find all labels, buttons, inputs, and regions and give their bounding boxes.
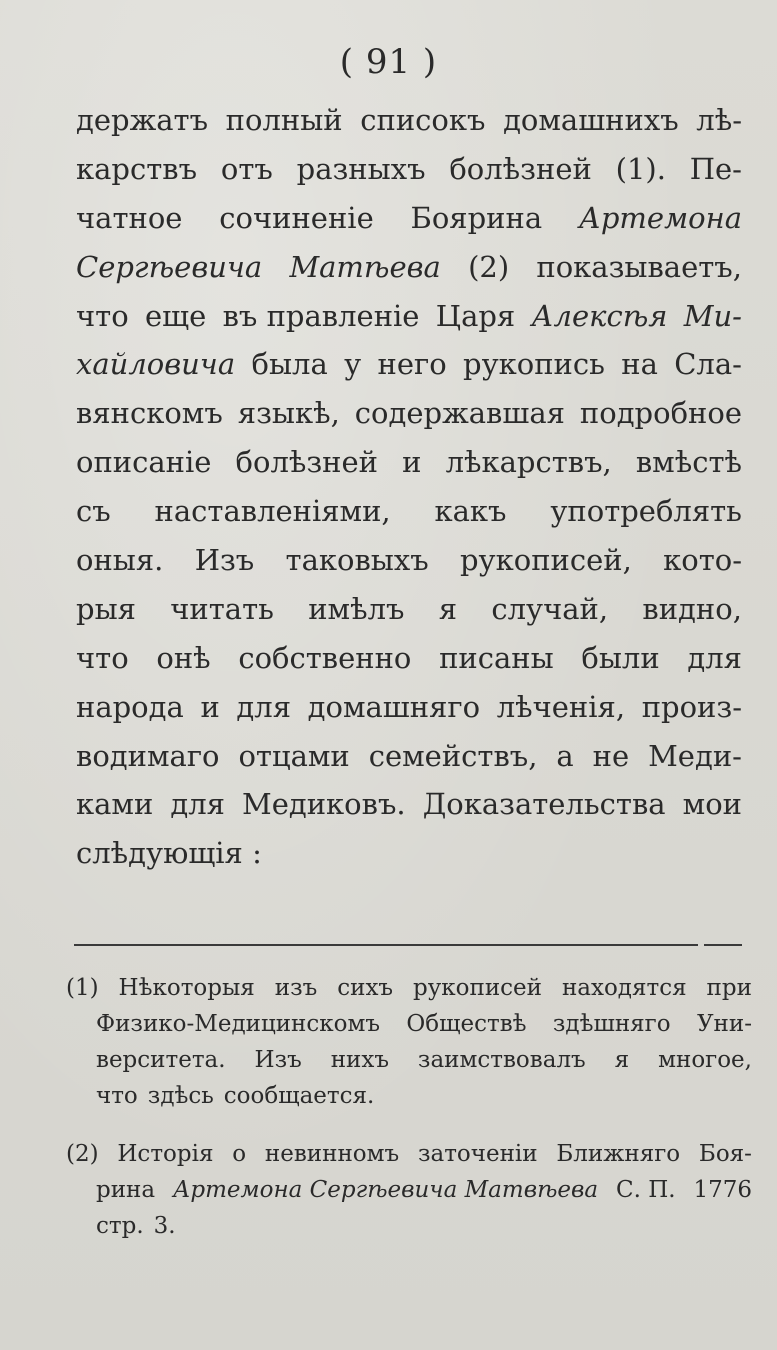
text-word: семействъ, — [368, 738, 538, 773]
text-word: слѣдующія : — [76, 836, 262, 871]
footnote-word: Физико-Медицинскомъ — [96, 1011, 381, 1037]
footnote-word: сообщается. — [223, 1083, 375, 1109]
text-line — [76, 243, 742, 292]
footnote-line — [66, 1042, 752, 1078]
text-word: кото- — [663, 543, 742, 578]
text-line — [76, 634, 742, 683]
text-word: болѣзней — [449, 151, 592, 186]
text-word: для — [687, 640, 742, 675]
text-word: Боярина — [410, 200, 543, 235]
footnote-word: Артемона Сергѣевича Матвѣева — [172, 1177, 599, 1203]
text-word: собственно — [238, 640, 412, 675]
text-word: Алексѣя — [531, 298, 668, 333]
text-word: полный — [225, 103, 343, 137]
text-word: ками — [76, 787, 154, 822]
footnotes — [66, 970, 752, 1244]
text-line — [76, 780, 742, 829]
footnote-word: многое, — [658, 1047, 752, 1073]
text-line — [76, 829, 742, 878]
footnote-word: заимствовалъ — [417, 1047, 586, 1073]
body-text — [76, 96, 742, 878]
text-word: въ правленіе — [222, 298, 420, 333]
text-word: что — [76, 640, 129, 675]
footnote-word: Боя- — [698, 1141, 752, 1167]
text-line — [76, 389, 742, 438]
footnote-1 — [66, 970, 752, 1114]
text-word: показываетъ, — [536, 249, 742, 284]
text-word: читать — [170, 591, 274, 626]
footnote-word: при — [706, 975, 752, 1001]
text-word: описаніе — [76, 445, 212, 480]
text-word: Царя — [435, 298, 516, 333]
text-word: болѣзней — [235, 445, 378, 480]
footnote-2 — [66, 1136, 752, 1244]
footnote-line — [66, 1136, 752, 1172]
page-number: ( 91 ) — [339, 42, 438, 82]
footnote-word: заточеніи — [417, 1141, 538, 1167]
text-line — [76, 96, 742, 145]
text-word: народа — [76, 689, 184, 724]
text-word: имѣлъ — [308, 591, 405, 626]
text-word: у — [344, 347, 362, 382]
text-line — [76, 683, 742, 732]
text-word: случай, — [491, 591, 609, 626]
text-word: таковыхъ — [285, 543, 429, 578]
footnote-line — [66, 1172, 752, 1208]
text-word: разныхъ — [296, 151, 426, 186]
text-word: для — [236, 689, 291, 724]
text-word: Медиковъ. — [242, 787, 406, 822]
text-word: и — [402, 445, 422, 480]
text-line — [76, 438, 742, 487]
footnote-word: Ближняго — [556, 1141, 681, 1167]
text-line — [76, 340, 742, 389]
footnote-line — [66, 970, 752, 1006]
footnote-separator-gap — [698, 940, 704, 948]
text-line — [76, 292, 742, 341]
footnote-word: находятся — [561, 975, 687, 1001]
text-word: языкѣ, — [237, 396, 340, 431]
text-word: мои — [682, 787, 742, 822]
text-word: произ- — [641, 689, 742, 724]
text-word: рукописей, — [459, 543, 632, 578]
footnote-word: Изъ — [254, 1047, 302, 1073]
footnote-word: С. П. — [615, 1177, 676, 1203]
text-line — [76, 732, 742, 781]
text-word: что — [76, 298, 129, 333]
footnote-line — [66, 1078, 752, 1114]
text-word: него — [377, 347, 447, 382]
text-word: сочиненіе — [219, 200, 374, 235]
text-line — [76, 536, 742, 585]
footnote-word: верситета. — [96, 1047, 226, 1073]
text-word: съ — [76, 494, 111, 529]
footnote-word: рукописей — [413, 975, 542, 1001]
text-word: подробное — [579, 396, 742, 431]
text-word: Ми- — [683, 298, 742, 333]
text-word: онѣ — [156, 640, 211, 675]
text-word: наставленіями, — [154, 494, 391, 529]
footnote-word: Нѣкоторыя — [118, 975, 255, 1001]
text-word: Сергѣевича — [76, 249, 263, 284]
footnote-word: стр. — [96, 1213, 144, 1239]
text-word: отъ — [220, 151, 273, 186]
text-word: карствъ — [76, 151, 198, 186]
text-line — [76, 585, 742, 634]
text-word: видно, — [642, 591, 742, 626]
text-word: были — [581, 640, 660, 675]
text-line — [76, 145, 742, 194]
text-word: для — [170, 787, 225, 822]
text-word: еще — [145, 298, 207, 333]
text-word: на — [621, 347, 658, 382]
text-word: вянскомъ — [76, 396, 223, 431]
text-word: списокъ — [360, 103, 486, 137]
text-word: Сла- — [674, 347, 742, 382]
footnote-word: Обществѣ — [406, 1011, 527, 1037]
footnote-line — [66, 1006, 752, 1042]
footnote-word: здѣшняго — [552, 1011, 671, 1037]
footnote-word: 3. — [153, 1213, 176, 1239]
text-word: рыя — [76, 591, 136, 626]
text-word: отцами — [238, 738, 350, 773]
footnote-gap — [66, 1114, 752, 1136]
text-word: Артемона — [578, 200, 742, 235]
text-word: Меди- — [648, 738, 742, 773]
footnote-word: рина — [96, 1177, 156, 1203]
text-word: и — [200, 689, 220, 724]
text-word: оныя. — [76, 543, 164, 578]
footnote-marker: (1) — [66, 975, 99, 1001]
text-word: Изъ — [194, 543, 255, 578]
text-line — [76, 194, 742, 243]
text-word: содержавшая — [354, 396, 565, 431]
footnote-word: Уни- — [696, 1011, 752, 1037]
footnote-word: о — [232, 1141, 247, 1167]
footnote-word: здѣсь — [147, 1083, 214, 1109]
footnote-word: что — [96, 1083, 138, 1109]
text-word: лѣченія, — [496, 689, 626, 724]
text-word: водимаго — [76, 738, 220, 773]
text-line — [76, 487, 742, 536]
footnote-word: изъ — [274, 975, 318, 1001]
text-word: была — [251, 347, 328, 382]
text-word: чатное — [76, 200, 183, 235]
footnote-marker: (2) — [66, 1141, 99, 1167]
text-word: не — [592, 738, 630, 773]
text-word: вмѣстѣ — [635, 445, 742, 480]
footnote-word: я — [614, 1047, 630, 1073]
text-word: лѣкарствъ, — [445, 445, 612, 480]
text-word: держатъ — [76, 103, 209, 137]
footnote-word: невинномъ — [264, 1141, 400, 1167]
text-word: лѣ- — [696, 103, 742, 137]
footnote-word: сихъ — [337, 975, 394, 1001]
text-word: рукопись — [463, 347, 605, 382]
text-word: домашняго — [307, 689, 481, 724]
footnote-word: нихъ — [330, 1047, 389, 1073]
footnote-line — [66, 1208, 752, 1244]
text-word: писаны — [439, 640, 554, 675]
text-word: (1). — [615, 151, 666, 186]
text-word: Пе- — [689, 151, 742, 186]
text-word: Матѣева — [289, 249, 441, 284]
footnote-separator — [74, 944, 742, 946]
text-word: какъ — [434, 494, 507, 529]
footnote-word: 1776 — [693, 1177, 752, 1203]
footnote-word: Исторія — [117, 1141, 214, 1167]
text-word: употреблять — [550, 494, 742, 529]
text-word: (2) — [468, 249, 510, 284]
text-word: хайловича — [76, 347, 236, 382]
text-word: домашнихъ — [503, 103, 679, 137]
text-word: я — [438, 591, 458, 626]
text-word: а — [556, 738, 574, 773]
text-word: Доказательства — [422, 787, 666, 822]
